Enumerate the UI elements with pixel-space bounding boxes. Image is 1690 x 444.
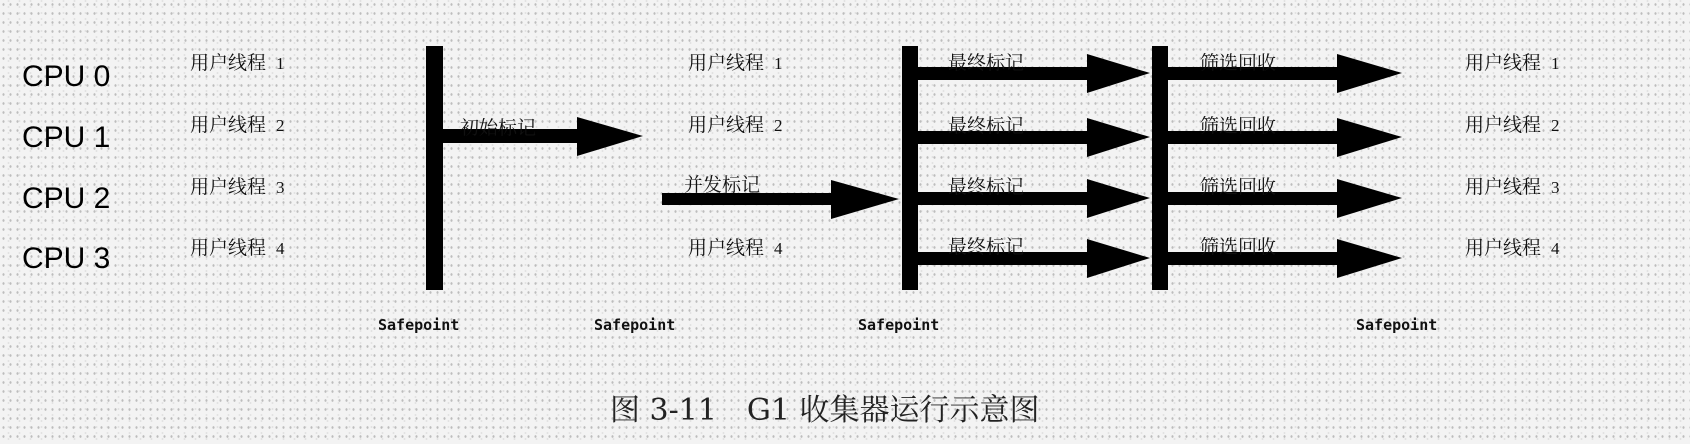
final-mark-label: 最终标记 <box>948 52 1025 74</box>
cleanup-label: 筛选回收 <box>1200 176 1277 198</box>
final-mark-label: 最终标记 <box>948 236 1025 258</box>
thread-label: 用户线程 4 <box>688 237 783 259</box>
cpu-label-3: CPU 3 <box>22 242 111 275</box>
thread-label: 用户线程 2 <box>688 114 783 136</box>
safepoint-label: Safepoint <box>858 316 940 334</box>
figure-caption: 图 3-11 G1 收集器运行示意图 <box>610 393 1040 428</box>
final-mark-label: 最终标记 <box>948 115 1025 137</box>
thread-label: 用户线程 3 <box>190 176 285 198</box>
safepoint-bar-1 <box>426 46 443 290</box>
concurrent-mark-arrow-head <box>831 180 899 219</box>
final-mark-label: 最终标记 <box>948 176 1025 198</box>
thread-label: 用户线程 3 <box>1465 176 1560 198</box>
safepoint-label: Safepoint <box>1356 316 1438 334</box>
thread-label: 用户线程 4 <box>1465 237 1560 259</box>
thread-label: 用户线程 2 <box>1465 114 1560 136</box>
thread-label: 用户线程 1 <box>688 52 783 74</box>
safepoint-bar-2 <box>902 46 918 290</box>
cpu-label-1: CPU 1 <box>22 121 111 154</box>
initial-mark-arrow-head <box>577 117 643 156</box>
cleanup-label: 筛选回收 <box>1200 52 1277 74</box>
thread-label: 用户线程 4 <box>190 237 285 259</box>
cpu-label-2: CPU 2 <box>22 182 111 215</box>
thread-label: 用户线程 1 <box>1465 52 1560 74</box>
concurrent-mark-label: 并发标记 <box>684 174 761 196</box>
cleanup-label: 筛选回收 <box>1200 236 1277 258</box>
thread-label: 用户线程 1 <box>190 52 285 74</box>
safepoint-bar-3 <box>1152 46 1168 290</box>
safepoint-label: Safepoint <box>594 316 676 334</box>
cleanup-label: 筛选回收 <box>1200 115 1277 137</box>
cpu-label-0: CPU 0 <box>22 60 111 93</box>
thread-label: 用户线程 2 <box>190 114 285 136</box>
safepoint-label: Safepoint <box>378 316 460 334</box>
initial-mark-label: 初始标记 <box>460 117 537 139</box>
